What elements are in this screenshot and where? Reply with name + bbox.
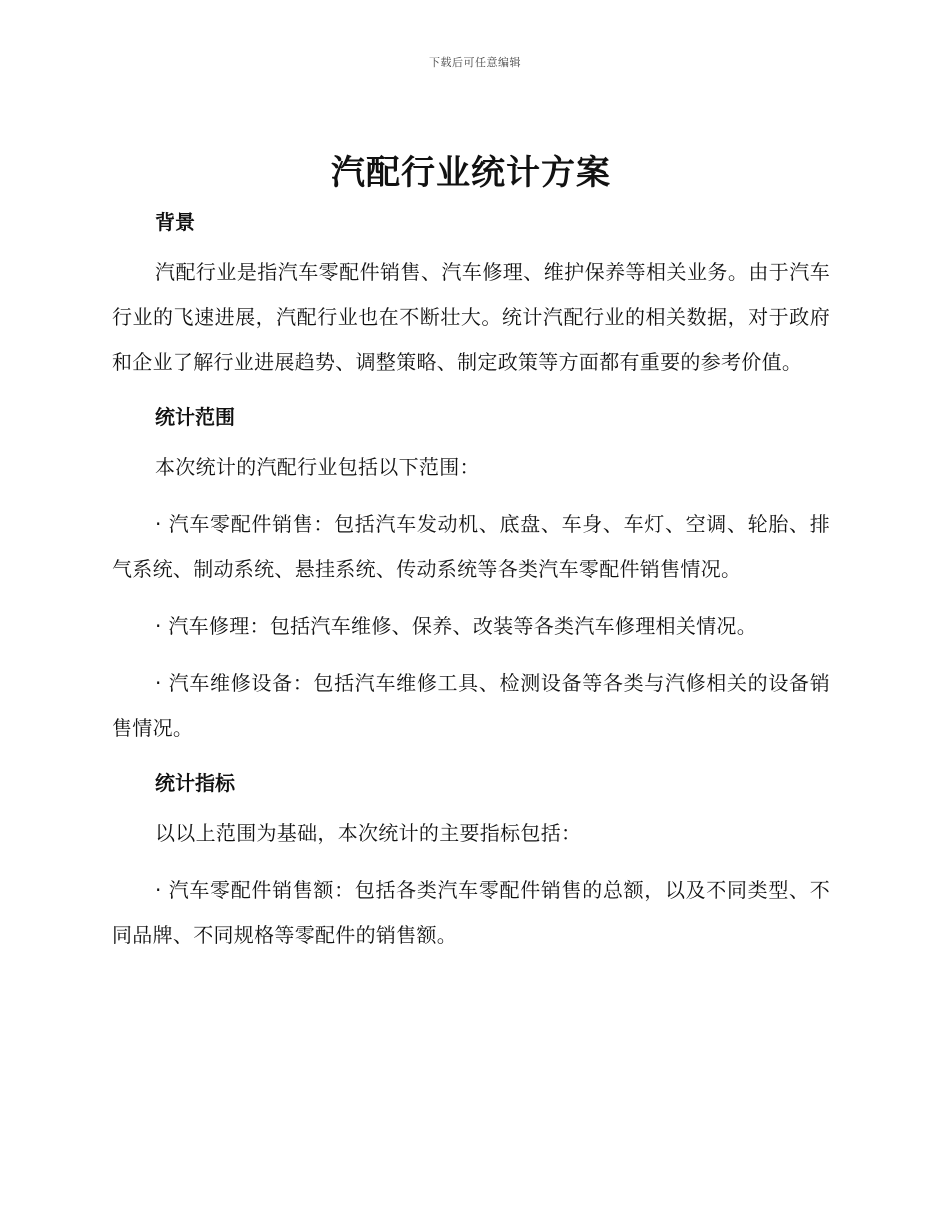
indicators-intro: 以以上范围为基础，本次统计的主要指标包括： <box>155 821 582 845</box>
section-heading-scope: 统计范围 <box>155 405 235 429</box>
background-paragraph: 汽配行业是指汽车零配件销售、汽车修理、维护保养等相关业务。由于汽车行业的飞速进展，汽配行业也在不断壮大。统计汽配行业的相关数据，对于政府和企业了解行业进展趋势、调整策略、制定政策等方面都有重要的参考价值。 <box>112 260 830 374</box>
document-title: 汽配行业统计方案 <box>331 153 611 193</box>
header-note: 下载后可任意编辑 <box>429 56 521 69</box>
scope-intro: 本次统计的汽配行业包括以下范围： <box>155 455 480 479</box>
scope-item-equipment: · 汽车维修设备：包括汽车维修工具、检测设备等各类与汽修相关的设备销售情况。 <box>112 671 830 740</box>
scope-item-repair: · 汽车修理：包括汽车维修、保养、改装等各类汽车修理相关情况。 <box>155 614 758 638</box>
indicator-item-parts-sales-amount: · 汽车零配件销售额：包括各类汽车零配件销售的总额，以及不同类型、不同品牌、不同规格等零配件的销售额。 <box>112 878 830 947</box>
document-body <box>112 150 830 958</box>
scope-item-parts-sales: · 汽车零配件销售：包括汽车发动机、底盘、车身、车灯、空调、轮胎、排气系统、制动系统、悬挂系统、传动系统等各类汽车零配件销售情况。 <box>112 512 830 581</box>
section-heading-background: 背景 <box>155 210 195 234</box>
section-heading-indicators: 统计指标 <box>155 771 235 795</box>
